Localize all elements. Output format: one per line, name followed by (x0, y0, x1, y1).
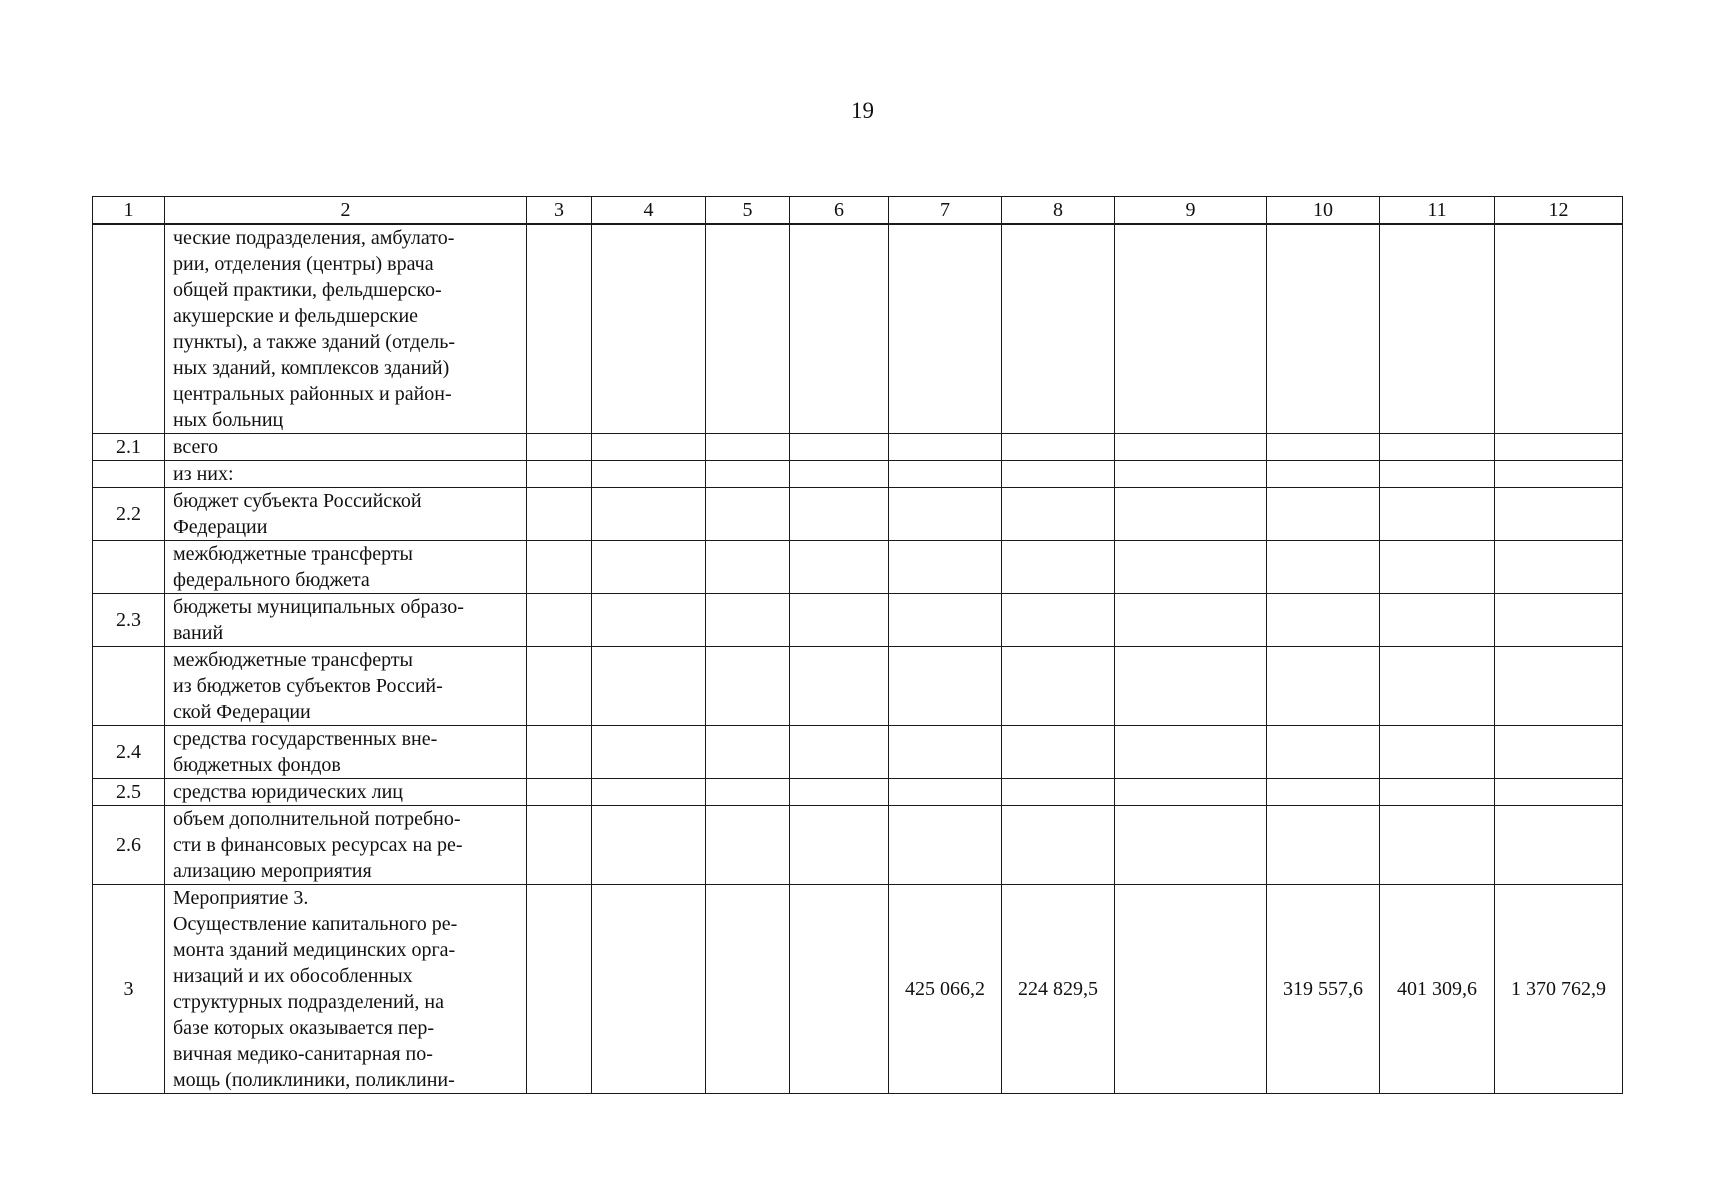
table-row (93, 461, 1623, 488)
value-cell (1495, 434, 1623, 461)
value-cell (527, 541, 592, 594)
value-cell (527, 461, 592, 488)
value-cell (889, 726, 1002, 779)
description-line: межбюджетные трансферты (173, 649, 413, 671)
column-number-cell: 9 (1115, 197, 1267, 225)
value-cell (790, 461, 889, 488)
value-cell (1267, 806, 1380, 885)
value-cell (527, 779, 592, 806)
value-cell (1115, 224, 1267, 434)
value-cell (1267, 541, 1380, 594)
value-cell: 319 557,6 (1267, 885, 1380, 1094)
value-cell (790, 806, 889, 885)
row-description-cell (165, 647, 527, 726)
value-cell (706, 779, 790, 806)
table-row (93, 726, 1623, 779)
value-cell (592, 488, 706, 541)
value-cell (889, 647, 1002, 726)
row-description-cell (165, 806, 527, 885)
row-number-cell (93, 461, 165, 488)
value-cell (527, 885, 592, 1094)
row-number-cell: 2.2 (93, 488, 165, 541)
description-line: сти в финансовых ресурсах на ре- (173, 834, 463, 856)
value-cell (1380, 434, 1495, 461)
value-cell (1002, 594, 1115, 647)
value-cell (1267, 224, 1380, 434)
value-cell (790, 594, 889, 647)
description-line: из них: (173, 463, 234, 485)
column-number-cell: 3 (527, 197, 592, 225)
description-line: вичная медико-санитарная по- (173, 1043, 433, 1065)
value-cell (706, 726, 790, 779)
value-cell (1115, 488, 1267, 541)
value-cell (1495, 594, 1623, 647)
description-line: рии, отделения (центры) врача (173, 253, 434, 275)
description-line: Мероприятие 3. (173, 887, 309, 909)
value-cell (1002, 647, 1115, 726)
value-cell (706, 488, 790, 541)
row-number-cell (93, 647, 165, 726)
value-cell (706, 806, 790, 885)
value-cell (889, 461, 1002, 488)
value-cell (1115, 434, 1267, 461)
value-cell (1380, 779, 1495, 806)
column-numbers-row (93, 197, 1623, 225)
value-cell (1495, 779, 1623, 806)
row-description-cell (165, 779, 527, 806)
value-cell (592, 224, 706, 434)
value-cell (790, 434, 889, 461)
value-cell (706, 647, 790, 726)
value-cell (790, 541, 889, 594)
table-row (93, 885, 1623, 1094)
description-line: общей практики, фельдшерско- (173, 279, 442, 301)
value-cell (1495, 647, 1623, 726)
value-cell (1495, 224, 1623, 434)
value-cell: 224 829,5 (1002, 885, 1115, 1094)
table-row (93, 647, 1623, 726)
value-cell (527, 488, 592, 541)
description-line: центральных районных и район- (173, 383, 452, 405)
column-number-cell: 10 (1267, 197, 1380, 225)
value-cell (706, 461, 790, 488)
value-cell (1002, 806, 1115, 885)
description-line: ных больниц (173, 409, 284, 431)
value-cell: 1 370 762,9 (1495, 885, 1623, 1094)
value-cell: 425 066,2 (889, 885, 1002, 1094)
row-number-cell: 2.3 (93, 594, 165, 647)
description-line: Осуществление капитального ре- (173, 913, 458, 935)
row-number-cell (93, 541, 165, 594)
description-line: ваний (173, 622, 224, 644)
column-number-cell: 8 (1002, 197, 1115, 225)
column-number-cell: 12 (1495, 197, 1623, 225)
value-cell (790, 488, 889, 541)
column-number-cell: 2 (165, 197, 527, 225)
value-cell (1115, 885, 1267, 1094)
value-cell (592, 541, 706, 594)
description-line: межбюджетные трансферты (173, 543, 413, 565)
value-cell (592, 779, 706, 806)
value-cell (889, 594, 1002, 647)
value-cell (1115, 594, 1267, 647)
value-cell (1115, 647, 1267, 726)
value-cell (1495, 461, 1623, 488)
row-description-cell (165, 726, 527, 779)
value-cell (1380, 647, 1495, 726)
description-line: ализацию мероприятия (173, 860, 372, 882)
description-line: бюджетных фондов (173, 754, 341, 776)
row-number-cell: 2.1 (93, 434, 165, 461)
description-line: мощь (поликлиники, поликлини- (173, 1069, 455, 1091)
value-cell (790, 224, 889, 434)
value-cell (706, 885, 790, 1094)
table-row (93, 594, 1623, 647)
description-line: ской Федерации (173, 701, 311, 723)
value-cell (1267, 647, 1380, 726)
value-cell (1495, 488, 1623, 541)
row-description-cell (165, 594, 527, 647)
value-cell (527, 647, 592, 726)
value-cell (706, 434, 790, 461)
value-cell (1267, 594, 1380, 647)
value-cell (527, 726, 592, 779)
row-number-cell (93, 224, 165, 434)
description-line: пункты), а также зданий (отдель- (173, 331, 455, 353)
value-cell (1002, 726, 1115, 779)
column-number-cell: 5 (706, 197, 790, 225)
value-cell (527, 434, 592, 461)
value-cell (1002, 461, 1115, 488)
row-description-cell (165, 541, 527, 594)
value-cell (1002, 541, 1115, 594)
table-row (93, 434, 1623, 461)
value-cell (1115, 541, 1267, 594)
value-cell (1380, 726, 1495, 779)
value-cell (1002, 779, 1115, 806)
table-row (93, 488, 1623, 541)
value-cell (1495, 726, 1623, 779)
value-cell (1267, 461, 1380, 488)
description-line: федерального бюджета (173, 569, 370, 591)
description-line: бюджет субъекта Российской (173, 490, 422, 512)
table-row (93, 541, 1623, 594)
value-cell (1380, 594, 1495, 647)
column-number-cell: 7 (889, 197, 1002, 225)
value-cell (1267, 779, 1380, 806)
table-row (93, 806, 1623, 885)
column-number-cell: 1 (93, 197, 165, 225)
value-cell (1380, 488, 1495, 541)
column-number-cell: 6 (790, 197, 889, 225)
row-number-cell: 2.4 (93, 726, 165, 779)
value-cell (790, 647, 889, 726)
value-cell (1380, 224, 1495, 434)
row-number-cell: 2.5 (93, 779, 165, 806)
value-cell (1495, 806, 1623, 885)
value-cell (889, 541, 1002, 594)
value-cell: 401 309,6 (1380, 885, 1495, 1094)
description-line: объем дополнительной потребно- (173, 808, 461, 830)
description-line: всего (173, 436, 219, 458)
value-cell (889, 224, 1002, 434)
column-number-cell: 11 (1380, 197, 1495, 225)
row-description-cell (165, 488, 527, 541)
value-cell (592, 461, 706, 488)
value-cell (706, 224, 790, 434)
table-row (93, 224, 1623, 434)
value-cell (790, 726, 889, 779)
value-cell (1115, 726, 1267, 779)
value-cell (592, 806, 706, 885)
value-cell (592, 434, 706, 461)
value-cell (592, 726, 706, 779)
value-cell (889, 779, 1002, 806)
value-cell (1267, 488, 1380, 541)
value-cell (592, 594, 706, 647)
value-cell (592, 885, 706, 1094)
value-cell (889, 434, 1002, 461)
table-row (93, 779, 1623, 806)
value-cell (706, 594, 790, 647)
description-line: монта зданий медицинских орга- (173, 939, 456, 961)
value-cell (790, 885, 889, 1094)
value-cell (1115, 806, 1267, 885)
row-number-cell: 3 (93, 885, 165, 1094)
value-cell (1380, 461, 1495, 488)
table-body (93, 197, 1623, 1094)
description-line: структурных подразделений, на (173, 991, 444, 1013)
row-description-cell (165, 224, 527, 434)
description-line: средства государственных вне- (173, 728, 438, 750)
value-cell (1002, 224, 1115, 434)
description-line: базе которых оказывается пер- (173, 1017, 435, 1039)
column-number-cell: 4 (592, 197, 706, 225)
value-cell (790, 779, 889, 806)
value-cell (1002, 434, 1115, 461)
description-line: Федерации (173, 516, 268, 538)
value-cell (1002, 488, 1115, 541)
value-cell (1115, 461, 1267, 488)
value-cell (889, 806, 1002, 885)
budget-table (92, 196, 1623, 1094)
value-cell (527, 806, 592, 885)
description-line: бюджеты муниципальных образо- (173, 596, 464, 618)
row-number-cell: 2.6 (93, 806, 165, 885)
value-cell (527, 224, 592, 434)
value-cell (706, 541, 790, 594)
description-line: ческие подразделения, амбулато- (173, 227, 455, 249)
value-cell (1380, 541, 1495, 594)
value-cell (592, 647, 706, 726)
description-line: средства юридических лиц (173, 781, 403, 803)
value-cell (1267, 434, 1380, 461)
description-line: из бюджетов субъектов Россий- (173, 675, 443, 697)
description-line: низаций и их обособленных (173, 965, 413, 987)
page-number: 19 (851, 98, 874, 123)
description-line: ных зданий, комплексов зданий) (173, 357, 450, 379)
value-cell (1495, 541, 1623, 594)
value-cell (1380, 806, 1495, 885)
value-cell (1267, 726, 1380, 779)
description-line: акушерские и фельдшерские (173, 305, 419, 327)
row-description-cell (165, 885, 527, 1094)
value-cell (527, 594, 592, 647)
value-cell (889, 488, 1002, 541)
row-description-cell (165, 434, 527, 461)
value-cell (1115, 779, 1267, 806)
row-description-cell (165, 461, 527, 488)
